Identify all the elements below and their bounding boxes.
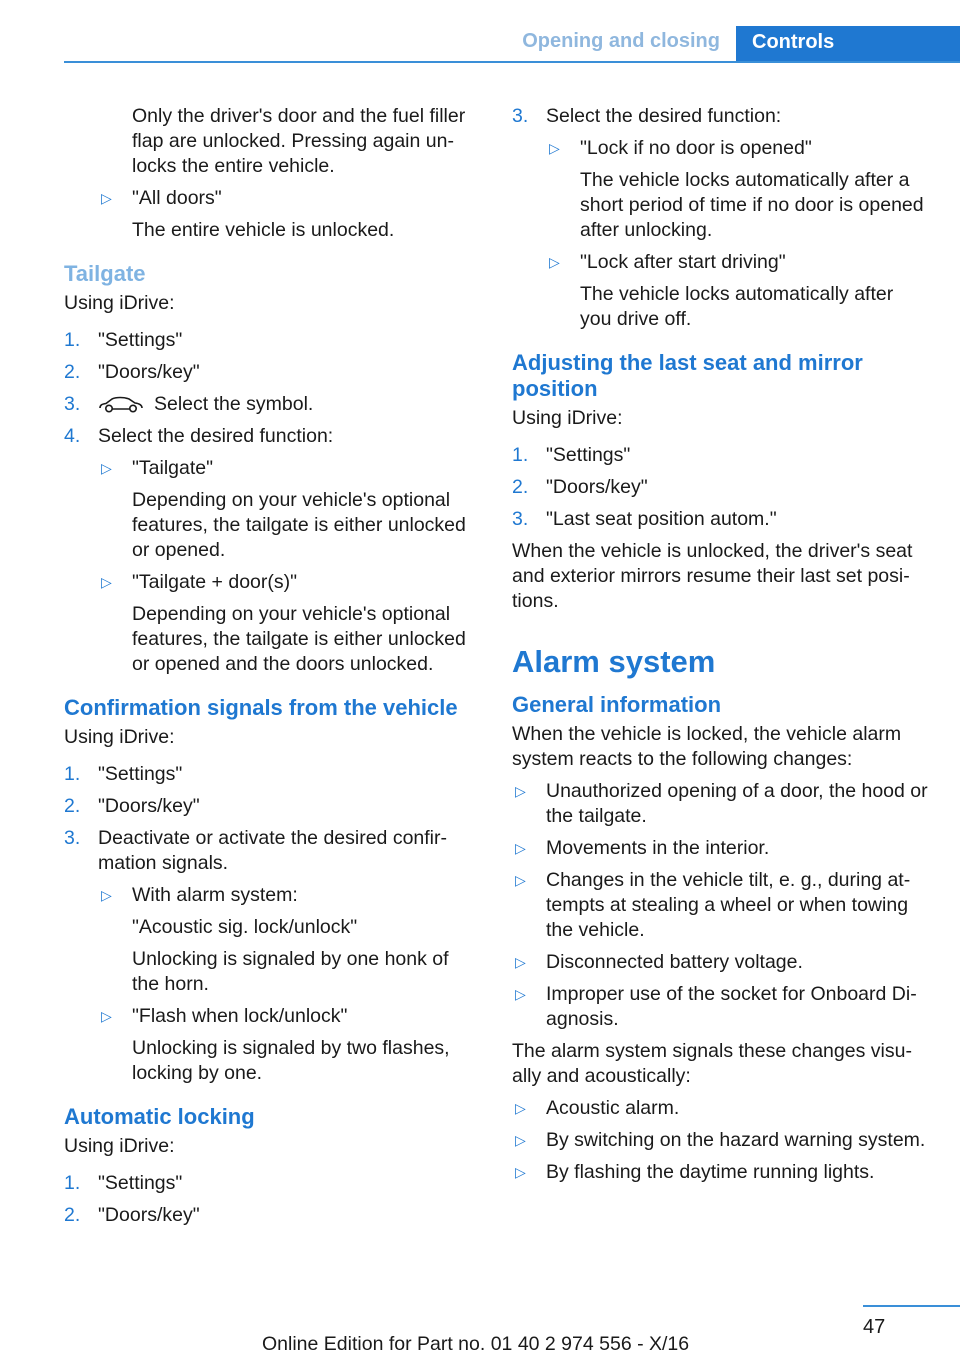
signals-text: The alarm system signals these changes visually and acoustically: (512, 1040, 912, 1087)
option-desc: Depending on your vehicle's optional features, the tailgate is either unlocked or opened. (132, 489, 466, 561)
step-number: 2. (64, 1204, 81, 1226)
list-item (512, 868, 928, 943)
alarm-changes-list (512, 779, 928, 1032)
option-label: "Lock after start driving" (580, 251, 786, 273)
step-item (64, 360, 480, 385)
step-number: 1. (512, 444, 529, 466)
triangle-bullet-icon: ▷ (101, 574, 112, 590)
triangle-bullet-icon: ▷ (515, 840, 526, 856)
list-item-text: By switching on the hazard warning system. (546, 1129, 926, 1151)
footer-rule (863, 1305, 960, 1307)
step-item (64, 1203, 480, 1228)
confirmation-using: Using iDrive: (64, 726, 175, 748)
triangle-bullet-icon: ▷ (515, 1164, 526, 1180)
list-item (98, 1004, 480, 1086)
alarm-system-heading: Alarm system (512, 644, 716, 679)
step-text: Deactivate or activate the desired confirmation signals. (98, 827, 448, 874)
step-text: Select the symbol. (154, 393, 314, 415)
list-item (546, 250, 928, 332)
list-item (512, 950, 928, 975)
list-item (512, 1096, 928, 1121)
step-number: 4. (64, 425, 81, 447)
step-number: 1. (64, 329, 81, 351)
option-label: "Flash when lock/unlock" (132, 1005, 348, 1027)
step-item (64, 328, 480, 353)
list-item-text: By flashing the daytime running lights. (546, 1161, 875, 1183)
step-number: 3. (64, 827, 81, 849)
step-number: 2. (64, 795, 81, 817)
list-item-text: Movements in the interior. (546, 837, 770, 859)
left-column (64, 104, 480, 1235)
header-rule (64, 61, 960, 63)
triangle-bullet-icon: ▷ (101, 190, 112, 206)
confirmation-heading: Confirmation signals from the vehicle (64, 695, 458, 720)
tailgate-heading: Tailgate (64, 261, 146, 286)
list-item-text: Disconnected battery voltage. (546, 951, 803, 973)
option-desc: The entire vehicle is unlocked. (132, 219, 395, 241)
triangle-bullet-icon: ▷ (101, 1008, 112, 1024)
option-label: "Tailgate" (132, 457, 214, 479)
list-item (512, 1160, 928, 1185)
option-label: "All doors" (132, 187, 222, 209)
step-number: 3. (512, 105, 529, 127)
option-label: "Lock if no door is opened" (580, 137, 812, 159)
list-item-text: Unauthorized opening of a door, the hood or the tailgate. (546, 780, 928, 827)
seat-text: When the vehicle is unlocked, the driver's seat and exterior mirrors resume their last set positions. (512, 540, 913, 612)
option-label: With alarm system: (132, 884, 298, 906)
option-desc: The vehicle locks automatically after you drive off. (580, 283, 894, 330)
triangle-bullet-icon: ▷ (515, 986, 526, 1002)
step-text: "Settings" (98, 1172, 183, 1194)
auto-lock-using: Using iDrive: (64, 1135, 175, 1157)
step-number: 1. (64, 763, 81, 785)
step-text: Select the desired function: (546, 105, 782, 127)
step-number: 2. (512, 476, 529, 498)
confirmation-options (64, 883, 480, 1086)
triangle-bullet-icon: ▷ (515, 1100, 526, 1116)
auto-lock-steps-cont (512, 104, 928, 129)
triangle-bullet-icon: ▷ (515, 954, 526, 970)
step-number: 1. (64, 1172, 81, 1194)
list-item (98, 883, 480, 997)
list-item-text: Acoustic alarm. (546, 1097, 680, 1119)
step-item (64, 424, 480, 449)
step-text: "Doors/key" (98, 795, 200, 817)
list-item (546, 136, 928, 243)
step-item (64, 392, 480, 417)
step-text: "Doors/key" (98, 361, 200, 383)
list-item (512, 779, 928, 829)
step-item (512, 104, 928, 129)
step-number: 2. (64, 361, 81, 383)
step-text: "Settings" (98, 329, 183, 351)
header-chapter-label: Controls (752, 31, 835, 53)
step-text: Select the desired function: (98, 425, 334, 447)
edition-text: Online Edition for Part no. 01 40 2 974 556 - X/16 (262, 1333, 690, 1355)
list-item (512, 982, 928, 1032)
step-text: "Doors/key" (98, 1204, 200, 1226)
step-number: 3. (64, 393, 81, 415)
tailgate-steps (64, 328, 480, 449)
list-item-text: Changes in the vehicle tilt, e. g., during attempts at stealing a wheel or when towing the vehicle. (546, 869, 911, 941)
step-item (64, 794, 480, 819)
option-sub: "Acoustic sig. lock/unlock" (132, 916, 358, 938)
step-item (512, 475, 928, 500)
triangle-bullet-icon: ▷ (515, 783, 526, 799)
seat-steps (512, 443, 928, 532)
header-chapter-tab (736, 26, 960, 62)
car-outline-icon (98, 395, 144, 413)
option-desc: Depending on your vehicle's optional features, the tailgate is either unlocked or opened and the doors unlocked. (132, 603, 466, 675)
list-item-text: Improper use of the socket for Onboard Diagnosis. (546, 983, 917, 1030)
page-header (0, 26, 960, 62)
triangle-bullet-icon: ▷ (101, 460, 112, 476)
all-doors-list (64, 186, 480, 243)
seat-using: Using iDrive: (512, 407, 623, 429)
option-desc: Unlocking is signaled by two flashes, locking by one. (132, 1037, 450, 1084)
option-desc: The vehicle locks automatically after a short period of time if no door is opened after unlocking. (580, 169, 924, 241)
auto-lock-options (512, 136, 928, 332)
triangle-bullet-icon: ▷ (515, 872, 526, 888)
auto-lock-steps (64, 1171, 480, 1228)
list-item (512, 836, 928, 861)
step-number: 3. (512, 508, 529, 530)
list-item (98, 570, 480, 677)
general-info-heading: General information (512, 692, 722, 717)
step-text: "Last seat position autom." (546, 508, 777, 530)
triangle-bullet-icon: ▷ (549, 254, 560, 270)
auto-lock-heading: Automatic locking (64, 1104, 255, 1129)
step-item (512, 507, 928, 532)
alarm-signals-list (512, 1096, 928, 1185)
tailgate-options (64, 456, 480, 677)
triangle-bullet-icon: ▷ (515, 1132, 526, 1148)
option-label: "Tailgate + door(s)" (132, 571, 298, 593)
step-item (512, 443, 928, 468)
step-item (64, 1171, 480, 1196)
confirmation-steps (64, 762, 480, 876)
tailgate-using: Using iDrive: (64, 292, 175, 314)
right-column (512, 104, 928, 1192)
list-item (98, 456, 480, 563)
seat-mirror-heading: Adjusting the last seat and mirror position (512, 350, 863, 401)
step-text: "Doors/key" (546, 476, 648, 498)
header-section-title: Opening and closing (522, 30, 720, 52)
list-item (98, 186, 480, 243)
intro-text: Only the driver's door and the fuel filler flap are unlocked. Pressing again unlocks the entire vehicle. (132, 105, 466, 177)
page-number: 47 (863, 1316, 886, 1338)
step-text: "Settings" (98, 763, 183, 785)
step-text: "Settings" (546, 444, 631, 466)
step-item (64, 762, 480, 787)
list-item (512, 1128, 928, 1153)
general-info-text: When the vehicle is locked, the vehicle alarm system reacts to the following changes: (512, 723, 902, 770)
triangle-bullet-icon: ▷ (549, 140, 560, 156)
option-desc: Unlocking is signaled by one honk of the horn. (132, 948, 449, 995)
step-item (64, 826, 480, 876)
triangle-bullet-icon: ▷ (101, 887, 112, 903)
